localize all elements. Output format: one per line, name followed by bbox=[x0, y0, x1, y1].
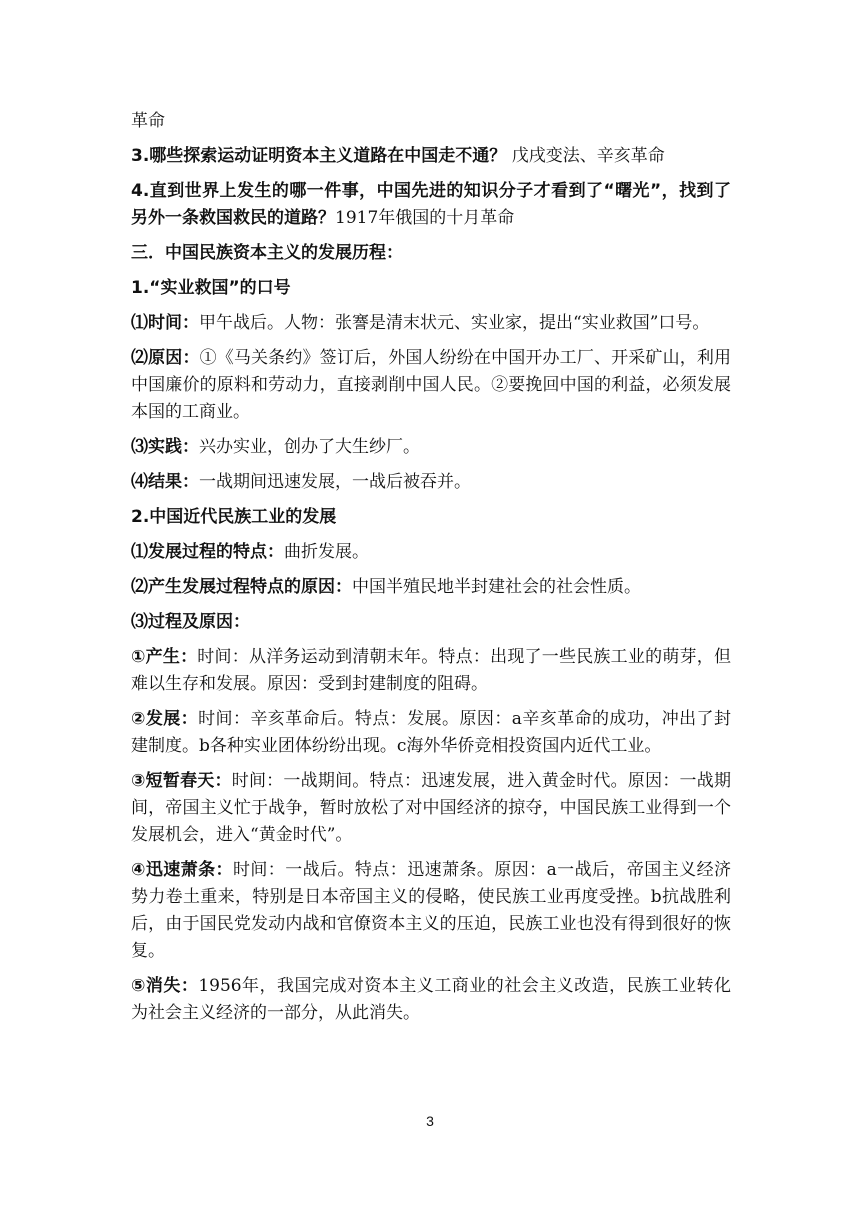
paragraph-text: 时间：一战后。特点：迅速萧条。原因：a一战后，帝国主义经济势力卷土重来，特别是日本帝国主义的侵略，使民族工业再度受挫。b抗战胜利后，由于国民党发动内战和官僚资本主义的压迫，民族工业也没有得到很好的恢复。 bbox=[131, 860, 731, 961]
paragraph-heading: ③短暂春天： bbox=[131, 771, 232, 791]
paragraph-11 bbox=[131, 539, 731, 566]
paragraph-heading: ⑴时间： bbox=[131, 313, 199, 333]
paragraph-heading: 1.“实业救国”的口号 bbox=[131, 278, 291, 298]
paragraph-16 bbox=[131, 768, 731, 849]
paragraph-text: 1917年俄国的十月革命 bbox=[335, 208, 515, 228]
paragraph-heading: ①产生： bbox=[131, 647, 198, 667]
paragraph-7 bbox=[131, 345, 731, 426]
paragraph-heading: ⑶实践： bbox=[131, 437, 199, 457]
paragraph-heading: ⑵产生发展过程特点的原因： bbox=[131, 577, 352, 597]
paragraph-heading: ⑶过程及原因： bbox=[131, 612, 250, 632]
section-heading bbox=[131, 240, 731, 267]
paragraph-heading: 3.哪些探索运动证明资本主义道路在中国走不通？ bbox=[131, 146, 507, 166]
paragraph-text: 时间：从洋务运动到清朝末年。特点：出现了一些民族工业的萌芽，但难以生存和发展。原因：受到封建制度的阻碍。 bbox=[131, 647, 731, 694]
paragraph-heading: ②发展： bbox=[131, 709, 199, 729]
paragraph-heading: ⑷结果： bbox=[131, 472, 199, 492]
page-number: 3 bbox=[426, 1113, 434, 1129]
subsection-heading-1 bbox=[131, 275, 731, 302]
paragraph-14 bbox=[131, 644, 731, 698]
paragraph-text: 兴办实业，创办了大生纱厂。 bbox=[199, 437, 420, 457]
paragraph-1 bbox=[131, 108, 731, 135]
paragraph-text: 时间：一战期间。特点：迅速发展，进入黄金时代。原因：一战期间，帝国主义忙于战争，暂时放松了对中国经济的掠夺，中国民族工业得到一个发展机会，进入“黄金时代”。 bbox=[131, 771, 731, 845]
paragraph-3 bbox=[131, 178, 731, 232]
paragraph-text: 曲折发展。 bbox=[284, 542, 369, 562]
paragraph-8 bbox=[131, 434, 731, 461]
paragraph-text: 时间：辛亥革命后。特点：发展。原因：a辛亥革命的成功，冲出了封建制度。b各种实业团体纷纷出现。c海外华侨竞相投资国内近代工业。 bbox=[131, 709, 731, 756]
paragraph-13 bbox=[131, 609, 731, 636]
paragraph-text: 1956年，我国完成对资本主义工商业的社会主义改造，民族工业转化为社会主义经济的一部分，从此消失。 bbox=[131, 976, 731, 1023]
paragraph-heading: ⑵原因： bbox=[131, 348, 200, 368]
paragraph-heading: ⑴发展过程的特点： bbox=[131, 542, 284, 562]
subsection-heading-2 bbox=[131, 504, 731, 531]
paragraph-2 bbox=[131, 143, 731, 170]
paragraph-text: 革命 bbox=[131, 111, 165, 131]
paragraph-heading: 2.中国近代民族工业的发展 bbox=[131, 507, 337, 527]
paragraph-15 bbox=[131, 706, 731, 760]
paragraph-text: 戊戌变法、辛亥革命 bbox=[506, 146, 665, 166]
paragraph-text: 甲午战后。人物：张謇是清末状元、实业家，提出“实业救国”口号。 bbox=[199, 313, 710, 333]
paragraph-17 bbox=[131, 857, 731, 965]
page-content bbox=[131, 108, 731, 1035]
paragraph-text: ①《马关条约》签订后，外国人纷纷在中国开办工厂、开采矿山，利用中国廉价的原料和劳动力，直接剥削中国人民。②要挽回中国的利益，必须发展本国的工商业。 bbox=[131, 348, 732, 422]
paragraph-heading: ⑤消失： bbox=[131, 976, 199, 996]
paragraph-heading: 三．中国民族资本主义的发展历程： bbox=[131, 243, 403, 263]
paragraph-text: 中国半殖民地半封建社会的社会性质。 bbox=[352, 577, 641, 597]
paragraph-9 bbox=[131, 469, 731, 496]
paragraph-18 bbox=[131, 973, 731, 1027]
paragraph-heading: 4.直到世界上发生的哪一件事，中国先进的知识分子才看到了“曙光”，找到了另外一条救国救民的道路？ bbox=[131, 181, 731, 228]
paragraph-heading: ④迅速萧条： bbox=[131, 860, 233, 880]
paragraph-12 bbox=[131, 574, 731, 601]
paragraph-text: 一战期间迅速发展，一战后被吞并。 bbox=[199, 472, 471, 492]
paragraph-6 bbox=[131, 310, 731, 337]
